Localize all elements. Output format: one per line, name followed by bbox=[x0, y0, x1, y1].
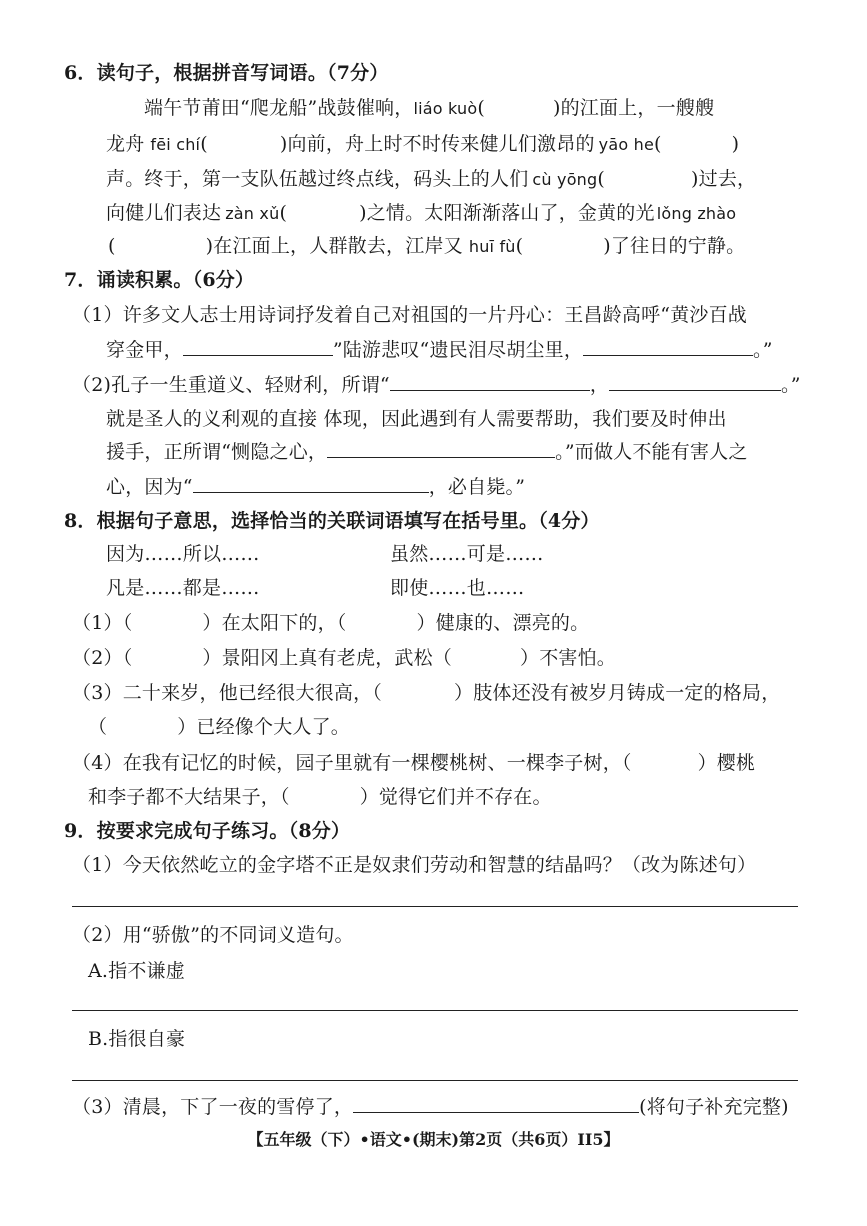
answer-line-3[interactable] bbox=[72, 1080, 798, 1081]
q8-text: （4）在我有记忆的时候，园子里就有一棵樱桃树、一棵李子树，（ bbox=[72, 752, 632, 774]
q8-sentence-4-cont bbox=[88, 784, 552, 810]
q8-text: ）不害怕。 bbox=[520, 647, 617, 669]
q6-pinyin-huifu: huī fù bbox=[468, 237, 516, 256]
q7-title: 7．诵读积累。（6分） bbox=[64, 269, 255, 291]
answer-line-1[interactable] bbox=[72, 906, 798, 907]
q9-sentence-2: （2）用“骄傲”的不同词义造句。 bbox=[72, 924, 354, 946]
q7-line-6 bbox=[106, 474, 525, 500]
q8-text: （1）（ bbox=[72, 612, 133, 634]
q6-pinyin-cuyong: cù yōng bbox=[532, 170, 598, 189]
q8-text: ）已经像个大人了。 bbox=[177, 716, 351, 738]
q7-text: （2)孔子一生重道义、轻财利，所谓“ bbox=[72, 374, 390, 396]
q7-line-5 bbox=[106, 439, 748, 465]
q6-line-4 bbox=[106, 200, 736, 227]
q6-pinyin-yaohe: yāo he bbox=[598, 135, 654, 154]
fill-blank-6[interactable] bbox=[193, 474, 429, 493]
answer-blank-yaohe[interactable]: ( ) bbox=[654, 133, 740, 155]
q6-line-2 bbox=[106, 131, 739, 158]
q6-line-5 bbox=[108, 233, 745, 260]
q7-text: 心，因为“ bbox=[106, 476, 193, 498]
q8-text: （2）（ bbox=[72, 647, 133, 669]
q8-option-4: 即使……也…… bbox=[390, 577, 525, 599]
q6-text: 的江面上，一艘艘 bbox=[560, 97, 715, 119]
q8-text: ）健康的、漂亮的。 bbox=[416, 612, 590, 634]
answer-blank-longzhao[interactable]: ( ) bbox=[108, 235, 214, 257]
q6-line-3 bbox=[106, 166, 756, 193]
q6-line-1 bbox=[144, 95, 714, 122]
q6-pinyin-liaokuo: liáo kuò bbox=[413, 99, 478, 118]
q8-text: ）樱桃 bbox=[697, 752, 756, 774]
q7-text: 。” bbox=[753, 339, 773, 361]
q8-sentence-3-cont bbox=[88, 714, 350, 740]
q7-text: ，必自毙。” bbox=[428, 476, 526, 498]
q7-line-1: （1）许多文人志士用诗词抒发着自己对祖国的一片丹心：王昌龄高呼“黄沙百战 bbox=[72, 304, 748, 326]
fill-blank-4[interactable] bbox=[609, 372, 781, 391]
q8-sentence-4 bbox=[72, 750, 755, 776]
answer-blank-cuyong[interactable]: ( ) bbox=[597, 168, 699, 190]
answer-blank-huifu[interactable]: ( ) bbox=[515, 235, 611, 257]
q7-text: ， bbox=[589, 374, 610, 396]
q8-sentence-2 bbox=[72, 645, 616, 671]
q9-title: 9．按要求完成句子练习。（8分） bbox=[64, 820, 351, 842]
q8-text: ）景阳冈上真有老虎，武松（ bbox=[202, 647, 452, 669]
answer-blank-liaokuo[interactable]: ( ) bbox=[477, 97, 561, 119]
q7-text: ”陆游悲叹“遗民泪尽胡尘里， bbox=[332, 339, 584, 361]
q9-sentence-2b: B.指很自豪 bbox=[88, 1028, 186, 1050]
q7-line-4: 就是圣人的义利观的直接 体现，因此遇到有人需要帮助，我们要及时伸出 bbox=[106, 408, 727, 430]
q7-text: 。”而做人不能有害人之 bbox=[555, 441, 748, 463]
fill-blank-3[interactable] bbox=[390, 372, 590, 391]
q6-pinyin-zanxu: zàn xǔ bbox=[225, 204, 280, 223]
q9-text: (将句子补充完整) bbox=[639, 1096, 789, 1118]
q6-text: 了往日的宁静。 bbox=[610, 235, 746, 257]
answer-line-2[interactable] bbox=[72, 1010, 798, 1011]
q7-line-3 bbox=[72, 372, 801, 398]
q8-text: ）觉得它们并不存在。 bbox=[359, 786, 552, 808]
q6-text: 龙舟 bbox=[106, 133, 145, 155]
q6-title: 6．读句子，根据拼音写词语。（7分） bbox=[64, 62, 389, 84]
q9-sentence-3 bbox=[72, 1094, 789, 1120]
answer-blank-feichi[interactable]: ( ) bbox=[200, 133, 288, 155]
q6-text: 向前，舟上时不时传来健儿们激昂的 bbox=[287, 133, 595, 155]
q8-title: 8．根据句子意思，选择恰当的关联词语填写在括号里。（4分） bbox=[64, 510, 600, 532]
q6-text: 在江面上，人群散去，江岸又 bbox=[213, 235, 463, 257]
q6-pinyin-longzhao: lǒng zhào bbox=[656, 204, 737, 223]
fill-blank-1[interactable] bbox=[183, 337, 333, 356]
fill-blank-7[interactable] bbox=[353, 1094, 639, 1113]
q7-text: 穿金甲， bbox=[106, 339, 183, 361]
q8-text: ）在太阳下的，（ bbox=[202, 612, 347, 634]
q9-text: （3）清晨，下了一夜的雪停了， bbox=[72, 1096, 354, 1118]
q6-text: 过去， bbox=[698, 168, 757, 190]
q8-text: （3）二十来岁，他已经很大很高，（ bbox=[72, 682, 382, 704]
q8-text: ）肢体还没有被岁月铸成一定的格局， bbox=[454, 682, 781, 704]
q6-text: 向健儿们表达 bbox=[106, 202, 222, 224]
q6-text: 端午节莆田“爬龙船”战鼓催响， bbox=[144, 97, 414, 119]
answer-blank-zanxu[interactable]: ( ) bbox=[279, 202, 367, 224]
q8-sentence-3 bbox=[72, 680, 780, 706]
fill-blank-2[interactable] bbox=[583, 337, 753, 356]
q8-sentence-1 bbox=[72, 610, 589, 636]
q8-option-1: 因为……所以…… bbox=[106, 543, 260, 565]
q9-sentence-2a: A.指不谦虚 bbox=[88, 960, 185, 982]
q6-text: 声。终于，第一支队伍越过终点线，码头上的人们 bbox=[106, 168, 529, 190]
q7-text: 援手，正所谓“恻隐之心， bbox=[106, 441, 328, 463]
q6-text: 之情。太阳渐渐落山了，金黄的光 bbox=[366, 202, 655, 224]
q8-option-3: 凡是……都是…… bbox=[106, 577, 260, 599]
q8-option-2: 虽然……可是…… bbox=[390, 543, 544, 565]
q7-line-2 bbox=[106, 337, 773, 363]
fill-blank-5[interactable] bbox=[327, 439, 555, 458]
q7-text: 。” bbox=[781, 374, 801, 396]
q8-text: 和李子都不大结果子，（ bbox=[88, 786, 290, 808]
page-footer: 【五年级（下）•语文•(期末)第2页（共6页）II5】 bbox=[247, 1130, 620, 1149]
q8-text: （ bbox=[88, 716, 108, 738]
q9-sentence-1: （1）今天依然屹立的金字塔不正是奴隶们劳动和智慧的结晶吗？（改为陈述句） bbox=[72, 854, 757, 876]
q6-pinyin-feichi: fēi chí bbox=[150, 135, 201, 154]
